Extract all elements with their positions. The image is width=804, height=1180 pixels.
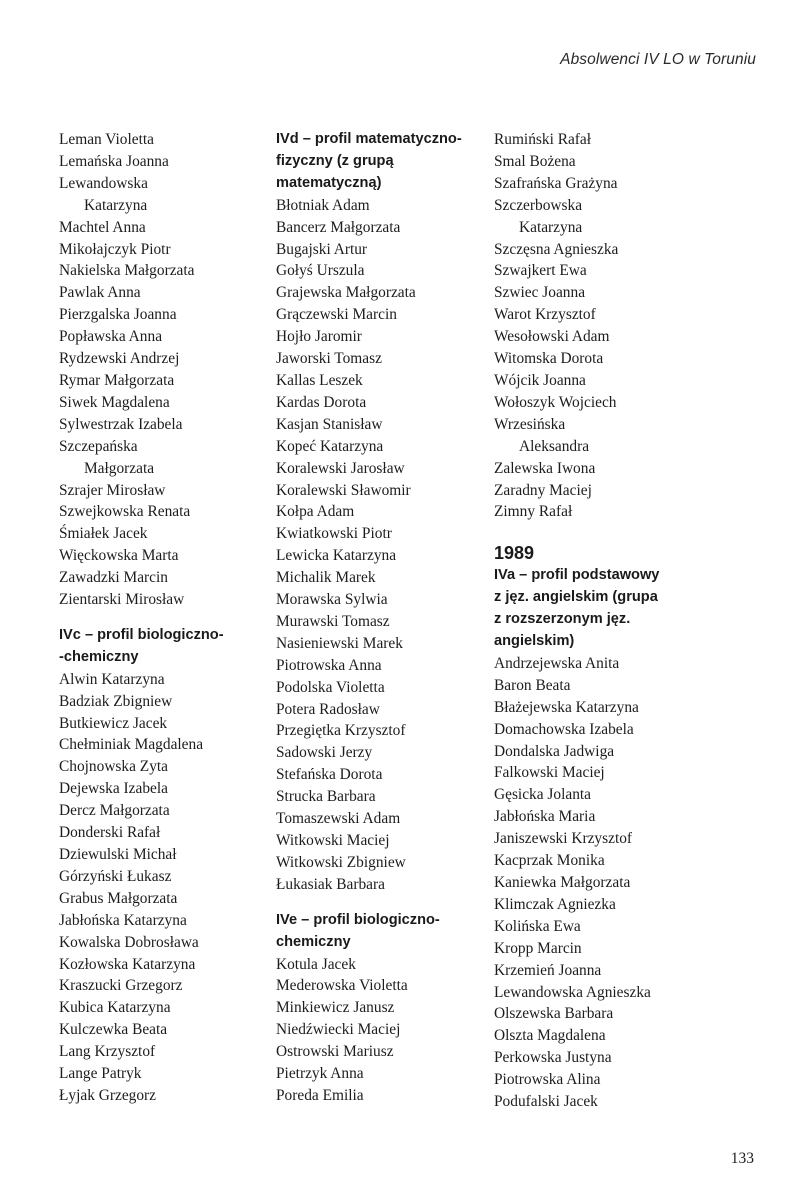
page-number: 133 — [730, 1150, 754, 1167]
name-entry: Kasjan Stanisław — [276, 415, 383, 433]
column-2 — [276, 129, 491, 1107]
name-entry: Sylwestrzak Izabela — [59, 415, 183, 433]
name-entry: Jaworski Tomasz — [276, 350, 382, 368]
name-entry: Koralewski Sławomir — [276, 481, 411, 499]
name-entry: Murawski Tomasz — [276, 612, 390, 630]
name-entry: Kropp Marcin — [494, 939, 582, 957]
name-entry: Gęsicka Jolanta — [494, 786, 592, 804]
name-entry: Badziak Zbigniew — [59, 692, 173, 710]
name-entry: Szwajkert Ewa — [494, 262, 587, 280]
name-entry: Kotula Jacek — [276, 955, 356, 973]
name-entry: Wesołowski Adam — [494, 328, 610, 346]
name-entry: Szczęsna Agnieszka — [494, 240, 619, 258]
section-gap — [59, 611, 274, 625]
name-entry: Grajewska Małgorzata — [276, 284, 416, 302]
name-entry: Rydzewski Andrzej — [59, 350, 180, 368]
column-1 — [59, 129, 274, 1107]
name-entry: Hojło Jaromir — [276, 328, 362, 346]
name-entry: Lewandowska Agnieszka — [494, 983, 651, 1001]
name-entry: Kubica Katarzyna — [59, 999, 171, 1017]
name-entry: Ostrowski Mariusz — [276, 1043, 394, 1061]
name-entry: Zalewska Iwona — [494, 459, 596, 477]
name-entry: Kołpa Adam — [276, 503, 355, 521]
name-entry: Pierzgalska Joanna — [59, 306, 177, 324]
name-entry: Poreda Emilia — [276, 1086, 364, 1104]
name-entry: Smal Bożena — [494, 152, 576, 170]
name-entry: Piotrowska Anna — [276, 656, 382, 674]
name-entry: Wójcik Joanna — [494, 371, 586, 389]
class-heading-iva: angielskim) — [494, 633, 575, 650]
name-entry: Szwejkowska Renata — [59, 503, 191, 521]
name-entry-continuation: Katarzyna — [519, 218, 583, 236]
name-entry: Kacprzak Monika — [494, 852, 605, 870]
name-entry: Nasieniewski Marek — [276, 634, 403, 652]
name-entry: Strucka Barbara — [276, 788, 376, 806]
class-heading-ivc: IVc – profil biologiczno- — [59, 626, 224, 643]
name-entry: Kulczewka Beata — [59, 1021, 168, 1039]
name-entry: Rymar Małgorzata — [59, 371, 175, 389]
name-entry: Rumiński Rafał — [494, 131, 592, 148]
name-entry: Lang Krzysztof — [59, 1043, 156, 1061]
class-heading-ivd: matematyczną) — [276, 174, 382, 191]
name-entry: Janiszewski Krzysztof — [494, 830, 633, 848]
name-entry: Leman Violetta — [59, 131, 154, 148]
name-entry: Mikołajczyk Piotr — [59, 240, 171, 258]
name-entry: Chojnowska Zyta — [59, 758, 169, 776]
name-entry: Przegiętka Krzysztof — [276, 722, 406, 740]
class-heading-ivc: -chemiczny — [59, 648, 139, 665]
name-entry: Dondalska Jadwiga — [494, 742, 615, 760]
name-entry: Tomaszewski Adam — [276, 810, 401, 828]
name-entry: Lewicka Katarzyna — [276, 547, 397, 565]
name-entry: Bugajski Artur — [276, 240, 368, 258]
class-heading-iva: z jęz. angielskim (grupa — [494, 589, 658, 606]
name-entry: Szafrańska Grażyna — [494, 174, 618, 192]
name-entry: Wrzesińska — [494, 415, 566, 433]
name-entry: Jabłońska Maria — [494, 808, 596, 826]
class-heading-ive: IVe – profil biologiczno- — [276, 911, 440, 928]
name-entry: Alwin Katarzyna — [59, 670, 165, 688]
name-entry: Pietrzyk Anna — [276, 1065, 364, 1083]
name-entry: Śmiałek Jacek — [59, 525, 148, 543]
name-entry: Szrajer Mirosław — [59, 481, 166, 499]
name-entry: Lewandowska — [59, 174, 148, 192]
name-entry: Kraszucki Grzegorz — [59, 977, 183, 995]
name-entry: Lange Patryk — [59, 1065, 142, 1083]
name-entry: Olszta Magdalena — [494, 1027, 606, 1045]
name-entry: Kardas Dorota — [276, 393, 367, 411]
name-entry: Podufalski Jacek — [494, 1093, 598, 1111]
name-entry: Kolińska Ewa — [494, 917, 581, 935]
name-entry: Mederowska Violetta — [276, 977, 408, 995]
name-entry: Olszewska Barbara — [494, 1005, 614, 1023]
name-entry: Łyjak Grzegorz — [59, 1086, 156, 1104]
section-gap — [276, 896, 491, 910]
name-entry: Szczepańska — [59, 437, 138, 455]
name-entry: Szwiec Joanna — [494, 284, 586, 302]
name-entry: Jabłońska Katarzyna — [59, 911, 187, 929]
name-entry: Butkiewicz Jacek — [59, 714, 168, 732]
name-entry: Zawadzki Marcin — [59, 569, 168, 587]
name-entry: Baron Beata — [494, 676, 571, 694]
class-heading-ivd: fizyczny (z grupą — [276, 152, 394, 169]
name-entry: Stefańska Dorota — [276, 766, 383, 784]
name-entry: Kopeć Katarzyna — [276, 437, 384, 455]
name-entry: Zimny Rafał — [494, 503, 573, 521]
name-entry: Kallas Leszek — [276, 371, 363, 389]
name-entry-continuation: Małgorzata — [84, 459, 155, 477]
name-entry: Górzyński Łukasz — [59, 867, 172, 885]
name-entry: Podolska Violetta — [276, 678, 385, 696]
class-heading-iva: IVa – profil podstawowy — [494, 567, 660, 584]
column-3 — [494, 129, 724, 1113]
name-entry: Siwek Magdalena — [59, 393, 170, 411]
class-heading-ivd: IVd – profil matematyczno- — [276, 131, 462, 147]
name-entry: Andrzejewska Anita — [494, 654, 620, 672]
name-entry: Grabus Małgorzata — [59, 889, 178, 907]
name-entry: Błotniak Adam — [276, 196, 370, 214]
name-entry: Dercz Małgorzata — [59, 802, 170, 820]
name-entry: Niedźwiecki Maciej — [276, 1021, 401, 1039]
class-heading-iva: z rozszerzonym jęz. — [494, 611, 631, 628]
name-entry: Piotrowska Alina — [494, 1071, 601, 1089]
name-entry: Machtel Anna — [59, 218, 146, 236]
name-entry: Falkowski Maciej — [494, 764, 605, 782]
name-entry: Bancerz Małgorzata — [276, 218, 401, 236]
name-entry: Witkowski Zbigniew — [276, 853, 406, 871]
name-entry: Szczerbowska — [494, 196, 583, 214]
name-entry: Pawlak Anna — [59, 284, 141, 302]
name-entry: Kaniewka Małgorzata — [494, 874, 631, 891]
name-entry: Błażejewska Katarzyna — [494, 698, 639, 716]
name-entry: Klimczak Agniezka — [494, 895, 616, 913]
name-entry-continuation: Katarzyna — [84, 196, 148, 214]
name-entry: Dejewska Izabela — [59, 780, 168, 798]
name-entry: Chełminiak Magdalena — [59, 736, 204, 754]
name-entry: Łukasiak Barbara — [276, 875, 385, 893]
name-entry: Lemańska Joanna — [59, 152, 169, 170]
name-entry: Michalik Marek — [276, 569, 376, 587]
name-entry: Krzemień Joanna — [494, 961, 602, 979]
name-entry: Warot Krzysztof — [494, 306, 596, 324]
name-entry: Nakielska Małgorzata — [59, 262, 195, 280]
name-entry: Więckowska Marta — [59, 547, 179, 565]
name-entry: Koralewski Jarosław — [276, 459, 405, 477]
name-entry: Perkowska Justyna — [494, 1049, 612, 1067]
name-entry: Witomska Dorota — [494, 350, 604, 368]
name-entry: Witkowski Maciej — [276, 832, 390, 849]
name-entry: Grączewski Marcin — [276, 306, 397, 324]
name-entry: Popławska Anna — [59, 328, 163, 346]
class-heading-ive: chemiczny — [276, 933, 351, 950]
name-entry: Kwiatkowski Piotr — [276, 525, 392, 543]
name-entry: Domachowska Izabela — [494, 720, 634, 738]
year-heading: 1989 — [494, 543, 535, 564]
name-entry: Zaradny Maciej — [494, 481, 592, 499]
name-entry: Gołyś Urszula — [276, 262, 365, 280]
name-entry: Zientarski Mirosław — [59, 591, 185, 609]
name-entry: Dziewulski Michał — [59, 846, 177, 863]
running-header: Absolwenci IV LO w Toruniu — [560, 51, 756, 68]
name-entry: Sadowski Jerzy — [276, 744, 373, 762]
name-entry: Wołoszyk Wojciech — [494, 393, 617, 411]
name-entry: Minkiewicz Janusz — [276, 999, 395, 1017]
name-entry: Donderski Rafał — [59, 824, 161, 842]
name-entry-continuation: Aleksandra — [519, 437, 590, 455]
name-entry: Morawska Sylwia — [276, 591, 388, 609]
name-entry: Potera Radosław — [276, 700, 380, 718]
name-entry: Kowalska Dobrosława — [59, 933, 199, 951]
name-entry: Kozłowska Katarzyna — [59, 955, 196, 973]
